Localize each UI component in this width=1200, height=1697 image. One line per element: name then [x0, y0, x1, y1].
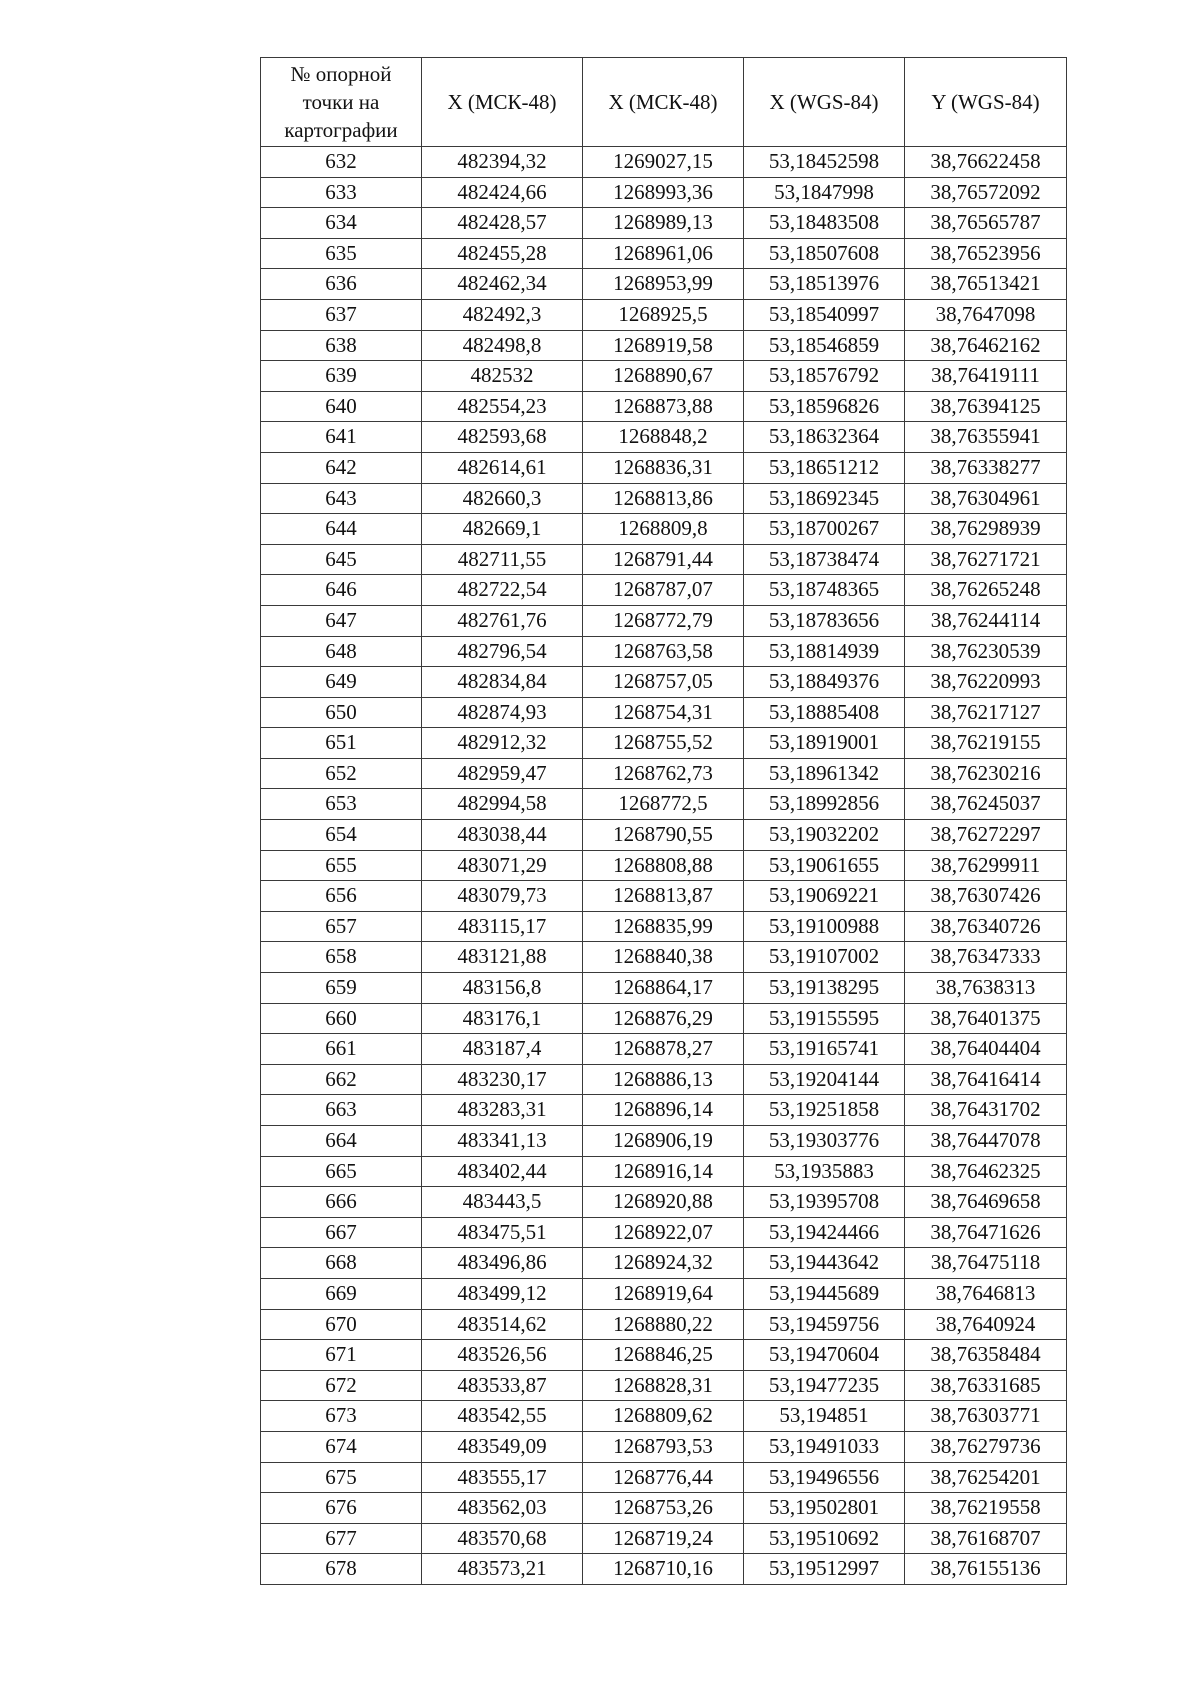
cell-point-number: 641: [261, 422, 422, 453]
cell-y-wgs84: 38,76431702: [905, 1095, 1067, 1126]
cell-x-msk48-a: 483499,12: [422, 1278, 583, 1309]
cell-point-number: 650: [261, 697, 422, 728]
cell-x-wgs84: 53,18783656: [744, 605, 905, 636]
cell-y-wgs84: 38,76230539: [905, 636, 1067, 667]
cell-point-number: 633: [261, 177, 422, 208]
cell-point-number: 637: [261, 299, 422, 330]
cell-x-msk48-a: 482959,47: [422, 758, 583, 789]
cell-y-wgs84: 38,76622458: [905, 147, 1067, 178]
table-row: [261, 1554, 1067, 1585]
table-row: [261, 1340, 1067, 1371]
cell-x-wgs84: 53,19061655: [744, 850, 905, 881]
table-row: [261, 1462, 1067, 1493]
cell-point-number: 634: [261, 208, 422, 239]
cell-point-number: 675: [261, 1462, 422, 1493]
cell-x-msk48-a: 483533,87: [422, 1370, 583, 1401]
cell-x-msk48-b: 1268840,38: [583, 942, 744, 973]
cell-y-wgs84: 38,76401375: [905, 1003, 1067, 1034]
cell-x-msk48-b: 1268993,36: [583, 177, 744, 208]
cell-y-wgs84: 38,76307426: [905, 881, 1067, 912]
cell-point-number: 673: [261, 1401, 422, 1432]
cell-x-msk48-b: 1268919,64: [583, 1278, 744, 1309]
cell-x-msk48-b: 1269027,15: [583, 147, 744, 178]
cell-x-msk48-a: 482532: [422, 361, 583, 392]
cell-y-wgs84: 38,76304961: [905, 483, 1067, 514]
cell-x-wgs84: 53,19470604: [744, 1340, 905, 1371]
cell-x-msk48-b: 1268886,13: [583, 1064, 744, 1095]
cell-x-msk48-b: 1268710,16: [583, 1554, 744, 1585]
cell-x-wgs84: 53,18632364: [744, 422, 905, 453]
cell-x-msk48-b: 1268922,07: [583, 1217, 744, 1248]
cell-x-msk48-b: 1268757,05: [583, 667, 744, 698]
cell-x-msk48-a: 482660,3: [422, 483, 583, 514]
cell-y-wgs84: 38,76217127: [905, 697, 1067, 728]
cell-point-number: 654: [261, 820, 422, 851]
header-x-msk48-b: X (МСК-48): [583, 58, 744, 147]
table-row: [261, 1248, 1067, 1279]
cell-x-msk48-b: 1268916,14: [583, 1156, 744, 1187]
table-row: [261, 911, 1067, 942]
cell-y-wgs84: 38,76462325: [905, 1156, 1067, 1187]
table-row: [261, 299, 1067, 330]
cell-x-msk48-b: 1268754,31: [583, 697, 744, 728]
cell-x-msk48-b: 1268813,86: [583, 483, 744, 514]
cell-y-wgs84: 38,76244114: [905, 605, 1067, 636]
cell-y-wgs84: 38,76447078: [905, 1126, 1067, 1157]
cell-x-msk48-a: 483570,68: [422, 1523, 583, 1554]
cell-point-number: 664: [261, 1126, 422, 1157]
table-row: [261, 361, 1067, 392]
cell-point-number: 671: [261, 1340, 422, 1371]
cell-y-wgs84: 38,76220993: [905, 667, 1067, 698]
cell-x-msk48-b: 1268876,29: [583, 1003, 744, 1034]
table-row: [261, 575, 1067, 606]
table-row: [261, 391, 1067, 422]
cell-point-number: 658: [261, 942, 422, 973]
cell-x-wgs84: 53,18596826: [744, 391, 905, 422]
cell-x-msk48-a: 482874,93: [422, 697, 583, 728]
cell-x-wgs84: 53,18748365: [744, 575, 905, 606]
cell-point-number: 656: [261, 881, 422, 912]
cell-x-msk48-a: 483526,56: [422, 1340, 583, 1371]
cell-x-wgs84: 53,18507608: [744, 238, 905, 269]
cell-point-number: 653: [261, 789, 422, 820]
cell-point-number: 647: [261, 605, 422, 636]
table-row: [261, 1431, 1067, 1462]
cell-x-wgs84: 53,18700267: [744, 514, 905, 545]
cell-y-wgs84: 38,76469658: [905, 1187, 1067, 1218]
cell-x-wgs84: 53,19251858: [744, 1095, 905, 1126]
cell-x-msk48-a: 483176,1: [422, 1003, 583, 1034]
cell-point-number: 669: [261, 1278, 422, 1309]
cell-x-wgs84: 53,19510692: [744, 1523, 905, 1554]
cell-point-number: 660: [261, 1003, 422, 1034]
cell-y-wgs84: 38,76272297: [905, 820, 1067, 851]
cell-y-wgs84: 38,76565787: [905, 208, 1067, 239]
cell-x-msk48-a: 482424,66: [422, 177, 583, 208]
cell-x-wgs84: 53,18849376: [744, 667, 905, 698]
cell-y-wgs84: 38,76416414: [905, 1064, 1067, 1095]
cell-x-msk48-a: 482498,8: [422, 330, 583, 361]
table-row: [261, 1309, 1067, 1340]
cell-y-wgs84: 38,76245037: [905, 789, 1067, 820]
cell-point-number: 676: [261, 1493, 422, 1524]
cell-x-msk48-b: 1268920,88: [583, 1187, 744, 1218]
cell-y-wgs84: 38,76358484: [905, 1340, 1067, 1371]
cell-x-msk48-b: 1268878,27: [583, 1034, 744, 1065]
cell-x-msk48-a: 483562,03: [422, 1493, 583, 1524]
cell-x-wgs84: 53,19443642: [744, 1248, 905, 1279]
table-row: [261, 605, 1067, 636]
cell-x-wgs84: 53,1935883: [744, 1156, 905, 1187]
cell-y-wgs84: 38,76462162: [905, 330, 1067, 361]
cell-x-wgs84: 53,18919001: [744, 728, 905, 759]
table-row: [261, 514, 1067, 545]
cell-point-number: 652: [261, 758, 422, 789]
cell-x-wgs84: 53,19491033: [744, 1431, 905, 1462]
table-row: [261, 147, 1067, 178]
cell-x-msk48-a: 482593,68: [422, 422, 583, 453]
cell-y-wgs84: 38,76572092: [905, 177, 1067, 208]
cell-x-wgs84: 53,18513976: [744, 269, 905, 300]
cell-x-wgs84: 53,18452598: [744, 147, 905, 178]
cell-x-wgs84: 53,19107002: [744, 942, 905, 973]
table-row: [261, 483, 1067, 514]
cell-x-wgs84: 53,18814939: [744, 636, 905, 667]
cell-x-msk48-a: 483079,73: [422, 881, 583, 912]
cell-x-msk48-b: 1268719,24: [583, 1523, 744, 1554]
cell-x-msk48-b: 1268762,73: [583, 758, 744, 789]
table-row: [261, 1156, 1067, 1187]
cell-y-wgs84: 38,76340726: [905, 911, 1067, 942]
cell-x-msk48-a: 482462,34: [422, 269, 583, 300]
table-row: [261, 1278, 1067, 1309]
cell-x-msk48-b: 1268924,32: [583, 1248, 744, 1279]
cell-x-msk48-a: 482834,84: [422, 667, 583, 698]
coordinates-table: [260, 57, 1067, 1585]
cell-x-msk48-a: 482912,32: [422, 728, 583, 759]
cell-x-msk48-b: 1268864,17: [583, 973, 744, 1004]
cell-x-wgs84: 53,18738474: [744, 544, 905, 575]
table-row: [261, 1523, 1067, 1554]
cell-x-msk48-a: 482722,54: [422, 575, 583, 606]
table-row: [261, 667, 1067, 698]
cell-x-wgs84: 53,19459756: [744, 1309, 905, 1340]
cell-x-wgs84: 53,19477235: [744, 1370, 905, 1401]
cell-x-msk48-a: 482394,32: [422, 147, 583, 178]
cell-x-msk48-b: 1268753,26: [583, 1493, 744, 1524]
cell-x-wgs84: 53,18540997: [744, 299, 905, 330]
cell-point-number: 670: [261, 1309, 422, 1340]
cell-x-msk48-a: 483555,17: [422, 1462, 583, 1493]
cell-x-msk48-a: 482554,23: [422, 391, 583, 422]
cell-x-wgs84: 53,19424466: [744, 1217, 905, 1248]
table-row: [261, 1370, 1067, 1401]
cell-x-msk48-b: 1268848,2: [583, 422, 744, 453]
cell-x-msk48-b: 1268835,99: [583, 911, 744, 942]
cell-point-number: 655: [261, 850, 422, 881]
cell-x-msk48-b: 1268828,31: [583, 1370, 744, 1401]
cell-x-msk48-a: 483156,8: [422, 973, 583, 1004]
cell-point-number: 659: [261, 973, 422, 1004]
table-row: [261, 758, 1067, 789]
table-row: [261, 422, 1067, 453]
cell-x-msk48-b: 1268787,07: [583, 575, 744, 606]
cell-x-msk48-a: 482761,76: [422, 605, 583, 636]
cell-x-wgs84: 53,18885408: [744, 697, 905, 728]
cell-x-msk48-a: 483549,09: [422, 1431, 583, 1462]
table-row: [261, 330, 1067, 361]
table-row: [261, 208, 1067, 239]
cell-y-wgs84: 38,76338277: [905, 452, 1067, 483]
table-row: [261, 881, 1067, 912]
cell-x-wgs84: 53,19445689: [744, 1278, 905, 1309]
table-row: [261, 1126, 1067, 1157]
table-row: [261, 728, 1067, 759]
cell-y-wgs84: 38,76265248: [905, 575, 1067, 606]
cell-x-msk48-b: 1268755,52: [583, 728, 744, 759]
table-row: [261, 942, 1067, 973]
cell-y-wgs84: 38,76523956: [905, 238, 1067, 269]
cell-x-wgs84: 53,194851: [744, 1401, 905, 1432]
header-x-wgs84: X (WGS-84): [744, 58, 905, 147]
table-row: [261, 973, 1067, 1004]
cell-x-msk48-b: 1268776,44: [583, 1462, 744, 1493]
table-row: [261, 1187, 1067, 1218]
cell-x-msk48-a: 482796,54: [422, 636, 583, 667]
cell-x-msk48-b: 1268809,62: [583, 1401, 744, 1432]
cell-x-msk48-a: 482492,3: [422, 299, 583, 330]
cell-x-msk48-a: 483573,21: [422, 1554, 583, 1585]
cell-x-wgs84: 53,1847998: [744, 177, 905, 208]
cell-x-wgs84: 53,18961342: [744, 758, 905, 789]
cell-x-msk48-a: 483038,44: [422, 820, 583, 851]
cell-point-number: 657: [261, 911, 422, 942]
cell-x-msk48-b: 1268961,06: [583, 238, 744, 269]
cell-x-wgs84: 53,18992856: [744, 789, 905, 820]
cell-x-msk48-b: 1268790,55: [583, 820, 744, 851]
cell-x-wgs84: 53,18692345: [744, 483, 905, 514]
cell-point-number: 640: [261, 391, 422, 422]
cell-x-msk48-a: 483341,13: [422, 1126, 583, 1157]
cell-x-msk48-a: 483514,62: [422, 1309, 583, 1340]
cell-point-number: 642: [261, 452, 422, 483]
cell-x-msk48-a: 483283,31: [422, 1095, 583, 1126]
cell-x-msk48-a: 482994,58: [422, 789, 583, 820]
cell-x-msk48-b: 1268953,99: [583, 269, 744, 300]
cell-x-wgs84: 53,19395708: [744, 1187, 905, 1218]
table-header: [261, 58, 1067, 147]
cell-point-number: 643: [261, 483, 422, 514]
cell-x-msk48-a: 483121,88: [422, 942, 583, 973]
cell-y-wgs84: 38,76394125: [905, 391, 1067, 422]
cell-x-wgs84: 53,19138295: [744, 973, 905, 1004]
cell-y-wgs84: 38,76168707: [905, 1523, 1067, 1554]
header-point-number-line: точки на: [302, 90, 380, 114]
cell-y-wgs84: 38,76355941: [905, 422, 1067, 453]
table-row: [261, 636, 1067, 667]
cell-x-msk48-a: 483187,4: [422, 1034, 583, 1065]
cell-y-wgs84: 38,76404404: [905, 1034, 1067, 1065]
table-row: [261, 820, 1067, 851]
cell-y-wgs84: 38,76347333: [905, 942, 1067, 973]
cell-x-msk48-b: 1268772,79: [583, 605, 744, 636]
cell-x-wgs84: 53,19032202: [744, 820, 905, 851]
cell-x-wgs84: 53,19100988: [744, 911, 905, 942]
cell-x-msk48-a: 483230,17: [422, 1064, 583, 1095]
cell-point-number: 665: [261, 1156, 422, 1187]
cell-x-wgs84: 53,18546859: [744, 330, 905, 361]
cell-point-number: 677: [261, 1523, 422, 1554]
cell-point-number: 674: [261, 1431, 422, 1462]
cell-x-msk48-b: 1268763,58: [583, 636, 744, 667]
cell-point-number: 645: [261, 544, 422, 575]
cell-y-wgs84: 38,76331685: [905, 1370, 1067, 1401]
cell-y-wgs84: 38,76254201: [905, 1462, 1067, 1493]
cell-point-number: 661: [261, 1034, 422, 1065]
header-point-number-line: № опорной: [290, 62, 392, 86]
cell-x-msk48-b: 1268906,19: [583, 1126, 744, 1157]
cell-point-number: 648: [261, 636, 422, 667]
table-row: [261, 850, 1067, 881]
cell-x-msk48-b: 1268873,88: [583, 391, 744, 422]
cell-x-msk48-b: 1268919,58: [583, 330, 744, 361]
cell-y-wgs84: 38,76271721: [905, 544, 1067, 575]
table-row: [261, 544, 1067, 575]
cell-point-number: 668: [261, 1248, 422, 1279]
table-row: [261, 1034, 1067, 1065]
header-row: [261, 58, 1067, 147]
cell-x-wgs84: 53,19155595: [744, 1003, 905, 1034]
table-row: [261, 1493, 1067, 1524]
table-body: [261, 147, 1067, 1585]
cell-x-msk48-a: 483402,44: [422, 1156, 583, 1187]
cell-x-msk48-a: 483542,55: [422, 1401, 583, 1432]
cell-y-wgs84: 38,7638313: [905, 973, 1067, 1004]
cell-x-wgs84: 53,19204144: [744, 1064, 905, 1095]
table-row: [261, 1095, 1067, 1126]
cell-y-wgs84: 38,76298939: [905, 514, 1067, 545]
cell-x-msk48-a: 482428,57: [422, 208, 583, 239]
cell-x-msk48-b: 1268925,5: [583, 299, 744, 330]
cell-x-msk48-b: 1268809,8: [583, 514, 744, 545]
table-row: [261, 452, 1067, 483]
cell-x-msk48-b: 1268989,13: [583, 208, 744, 239]
header-x-msk48-a: X (МСК-48): [422, 58, 583, 147]
cell-y-wgs84: 38,7647098: [905, 299, 1067, 330]
table-row: [261, 1064, 1067, 1095]
table-row: [261, 1003, 1067, 1034]
cell-x-msk48-a: 483475,51: [422, 1217, 583, 1248]
cell-point-number: 632: [261, 147, 422, 178]
cell-x-wgs84: 53,19502801: [744, 1493, 905, 1524]
cell-x-msk48-b: 1268772,5: [583, 789, 744, 820]
cell-y-wgs84: 38,7646813: [905, 1278, 1067, 1309]
cell-x-wgs84: 53,18483508: [744, 208, 905, 239]
cell-point-number: 646: [261, 575, 422, 606]
cell-x-msk48-a: 482711,55: [422, 544, 583, 575]
cell-point-number: 638: [261, 330, 422, 361]
cell-x-msk48-b: 1268846,25: [583, 1340, 744, 1371]
cell-x-msk48-b: 1268890,67: [583, 361, 744, 392]
cell-x-msk48-a: 483115,17: [422, 911, 583, 942]
cell-y-wgs84: 38,76219558: [905, 1493, 1067, 1524]
cell-x-msk48-b: 1268791,44: [583, 544, 744, 575]
cell-x-msk48-b: 1268880,22: [583, 1309, 744, 1340]
cell-x-msk48-a: 483496,86: [422, 1248, 583, 1279]
cell-point-number: 644: [261, 514, 422, 545]
cell-y-wgs84: 38,76471626: [905, 1217, 1067, 1248]
cell-y-wgs84: 38,76475118: [905, 1248, 1067, 1279]
header-y-wgs84: Y (WGS-84): [905, 58, 1067, 147]
cell-x-msk48-a: 482455,28: [422, 238, 583, 269]
header-point-number: [261, 58, 422, 147]
cell-point-number: 649: [261, 667, 422, 698]
cell-point-number: 667: [261, 1217, 422, 1248]
cell-x-msk48-a: 482614,61: [422, 452, 583, 483]
cell-point-number: 666: [261, 1187, 422, 1218]
cell-x-msk48-b: 1268813,87: [583, 881, 744, 912]
table-row: [261, 269, 1067, 300]
cell-x-msk48-a: 482669,1: [422, 514, 583, 545]
cell-point-number: 663: [261, 1095, 422, 1126]
cell-x-wgs84: 53,18651212: [744, 452, 905, 483]
table-row: [261, 238, 1067, 269]
cell-x-msk48-b: 1268808,88: [583, 850, 744, 881]
cell-point-number: 678: [261, 1554, 422, 1585]
cell-y-wgs84: 38,76279736: [905, 1431, 1067, 1462]
table-row: [261, 177, 1067, 208]
cell-x-wgs84: 53,19165741: [744, 1034, 905, 1065]
cell-y-wgs84: 38,76303771: [905, 1401, 1067, 1432]
cell-y-wgs84: 38,76419111: [905, 361, 1067, 392]
cell-y-wgs84: 38,76299911: [905, 850, 1067, 881]
cell-x-msk48-b: 1268836,31: [583, 452, 744, 483]
cell-y-wgs84: 38,76219155: [905, 728, 1067, 759]
cell-point-number: 672: [261, 1370, 422, 1401]
table-row: [261, 1401, 1067, 1432]
cell-y-wgs84: 38,76155136: [905, 1554, 1067, 1585]
cell-point-number: 635: [261, 238, 422, 269]
cell-y-wgs84: 38,7640924: [905, 1309, 1067, 1340]
cell-x-wgs84: 53,19496556: [744, 1462, 905, 1493]
cell-x-msk48-a: 483071,29: [422, 850, 583, 881]
header-point-number-line: картографии: [284, 118, 398, 142]
cell-x-wgs84: 53,19303776: [744, 1126, 905, 1157]
cell-point-number: 636: [261, 269, 422, 300]
cell-x-msk48-b: 1268896,14: [583, 1095, 744, 1126]
cell-point-number: 639: [261, 361, 422, 392]
cell-x-wgs84: 53,18576792: [744, 361, 905, 392]
table-row: [261, 1217, 1067, 1248]
cell-x-msk48-a: 483443,5: [422, 1187, 583, 1218]
cell-y-wgs84: 38,76230216: [905, 758, 1067, 789]
cell-point-number: 662: [261, 1064, 422, 1095]
table-row: [261, 697, 1067, 728]
cell-point-number: 651: [261, 728, 422, 759]
cell-x-wgs84: 53,19512997: [744, 1554, 905, 1585]
cell-y-wgs84: 38,76513421: [905, 269, 1067, 300]
cell-x-msk48-b: 1268793,53: [583, 1431, 744, 1462]
cell-x-wgs84: 53,19069221: [744, 881, 905, 912]
table-row: [261, 789, 1067, 820]
